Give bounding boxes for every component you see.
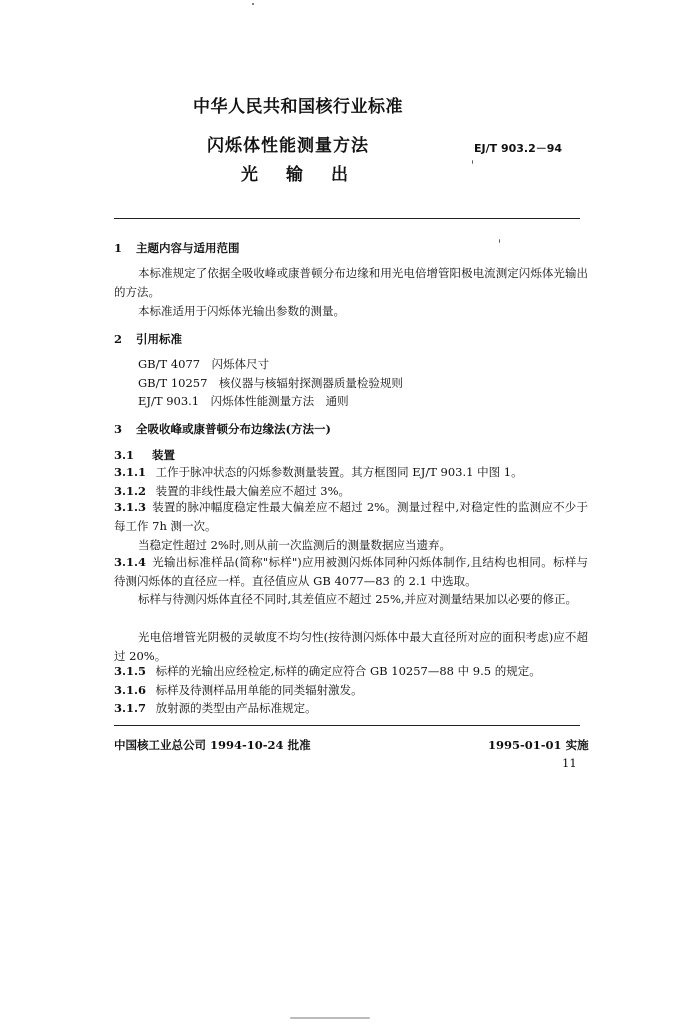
clause-text: 工作于脉冲状态的闪烁参数测量装置。其方框图同 EJ/T 903.1 中图 1。 <box>155 465 523 479</box>
clause-3-1-2 <box>114 484 350 499</box>
document-subtitle: 光输出 <box>241 165 376 185</box>
standard-category-heading: 中华人民共和国核行业标准 <box>193 97 403 117</box>
clause-3-1-4-paragraph-2: 标样与待测闪烁体直径不同时,其差值应不超过 25%,并应对测量结果加以必要的修正。 <box>138 592 578 606</box>
reference-item: GB/T 10257 核仪器与核辐射探测器质量检验规则 <box>138 376 403 390</box>
clause-text: 放射源的类型由产品标准规定。 <box>155 701 317 715</box>
section-1-paragraph-2: 本标准适用于闪烁体光输出参数的测量。 <box>138 304 345 318</box>
clause-text: 光输出标准样品(简称"标样")应用被测闪烁体同种闪烁体制作,且结构也相同。标样与待测闪烁体的直径应一样。直径值应从 GB 4077—83 的 2.1 中选取。 <box>114 555 588 588</box>
clause-3-1-5 <box>114 664 541 679</box>
section-1-paragraph-1: 本标准规定了依据全吸收峰或康普顿分布边缘和用光电倍增管阳极电流测定闪烁体光输出的方法。 <box>114 266 588 299</box>
clause-number: 3.1.1 <box>114 465 147 479</box>
approval-statement: 中国核工业总公司 1994-10-24 批准 <box>114 738 311 752</box>
clause-number: 3.1.7 <box>114 701 147 715</box>
document-title: 闪烁体性能测量方法 <box>207 136 369 156</box>
clause-number: 3.1.2 <box>114 484 147 498</box>
section-1-number: 1 <box>114 241 123 255</box>
clause-number: 3.1.6 <box>114 683 147 697</box>
section-3-1-number: 3.1 <box>114 448 135 462</box>
footer-divider <box>114 725 580 726</box>
clause-3-1-6 <box>114 683 363 698</box>
reference-item: GB/T 4077 闪烁体尺寸 <box>138 357 270 371</box>
scan-speck <box>499 239 500 243</box>
section-3-1-heading <box>114 447 175 463</box>
section-3-number: 3 <box>114 422 123 436</box>
clause-text: 标样及待测样品用单能的同类辐射激发。 <box>155 683 363 697</box>
section-1-heading <box>114 240 240 256</box>
clause-number: 3.1.5 <box>114 664 147 678</box>
clause-3-1-1 <box>114 465 523 480</box>
clause-number: 3.1.4 <box>114 555 147 569</box>
clause-3-1-3 <box>114 498 588 536</box>
clause-3-1-4 <box>114 553 588 591</box>
section-3-1-title: 装置 <box>152 448 176 462</box>
section-3-heading <box>114 421 331 437</box>
clause-text: 装置的非线性最大偏差应不超过 3%。 <box>155 484 351 498</box>
clause-text: 装置的脉冲幅度稳定性最大偏差应不超过 2%。测量过程中,对稳定性的监测应不少于每工作 7h 测一次。 <box>114 500 588 533</box>
section-3-title: 全吸收峰或康普顿分布边缘法(方法一) <box>136 422 331 436</box>
standard-code: EJ/T 903.2－94 <box>474 142 563 155</box>
clause-text: 标样的光输出应经检定,标样的确定应符合 GB 10257—88 中 9.5 的规定。 <box>155 664 541 678</box>
header-divider <box>114 218 580 219</box>
clause-number: 3.1.3 <box>114 500 147 514</box>
scan-speck <box>472 160 473 164</box>
section-1-title: 主题内容与适用范围 <box>136 241 240 255</box>
clause-3-1-3-paragraph-2: 当稳定性超过 2%时,则从前一次监测后的测量数据应当遗弃。 <box>138 538 452 552</box>
reference-item: EJ/T 903.1 闪烁体性能测量方法 通则 <box>138 394 349 408</box>
section-2-title: 引用标准 <box>136 332 183 346</box>
clause-3-1-4-paragraph-3: 光电倍增管光阴极的灵敏度不均匀性(按待测闪烁体中最大直径所对应的面积考虑)应不超过 20%。 <box>114 630 588 663</box>
clause-3-1-7 <box>114 701 317 716</box>
scan-edge-mark <box>290 1017 370 1019</box>
scan-speck <box>252 3 254 5</box>
section-2-heading <box>114 331 182 347</box>
section-2-number: 2 <box>114 332 123 346</box>
page-number: 11 <box>562 756 577 770</box>
implementation-date: 1995-01-01 实施 <box>488 738 589 752</box>
